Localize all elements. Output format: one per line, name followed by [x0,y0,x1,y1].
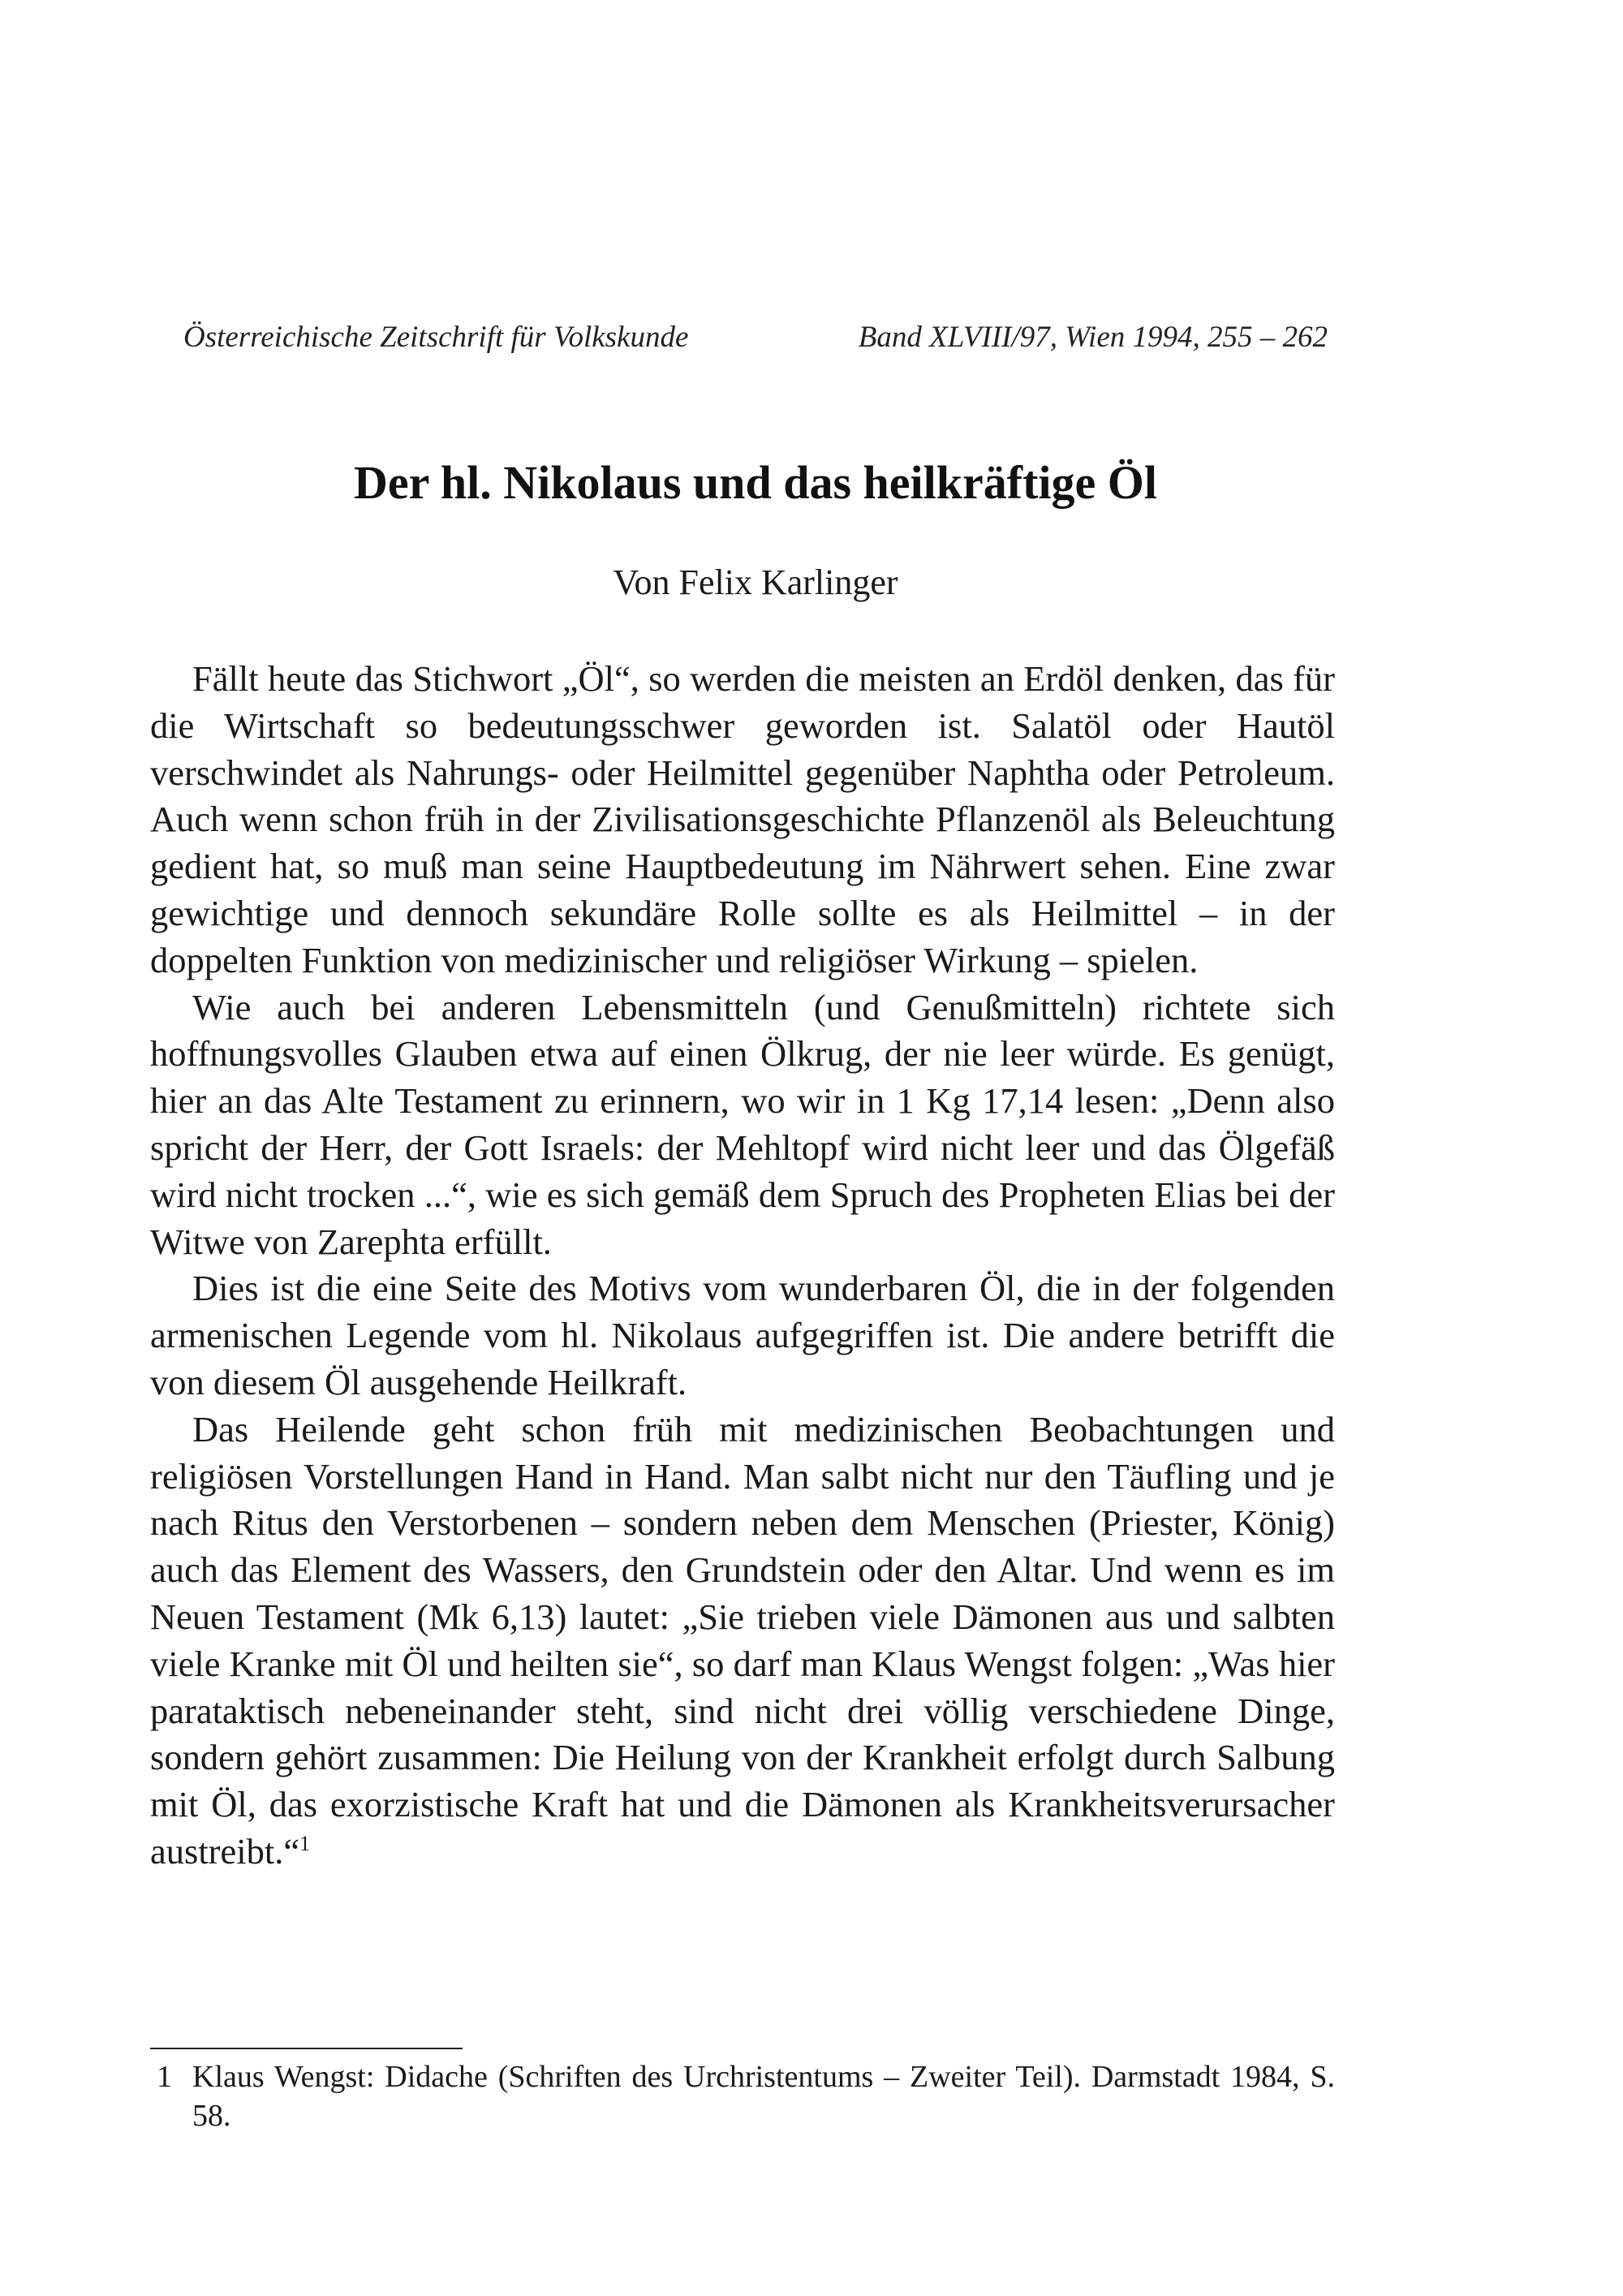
paragraph-text: Das Heilende geht schon früh mit medizinischen Beobachtungen und religiösen Vorstellungen Hand in Hand. Man salbt nicht nur den Täufling und je nach Ritus den Verstorbenen – sondern neben dem Menschen (Priester, König) auch das Element des Wassers, den Grundstein oder den Altar. Und wenn es im Neuen Testament (Mk 6,13) lautet: „Sie trieben viele Dämonen aus und salbten viele Kranke mit Öl und heilten sie“, so darf man Klaus Wengst folgen: „Was hier parataktisch nebeneinander steht, sind nicht drei völlig verschiedene Dinge, sondern gehört zusammen: Die Heilung von der Krankheit erfolgt durch Salbung mit Öl, das exorzistische Kraft hat und die Dämonen als Krankheitsverursacher austreibt.“ [150,1408,1335,1872]
paragraph: Wie auch bei anderen Lebensmitteln (und Genußmitteln) richtete sich hoffnungsvolles Glauben etwa auf einen Ölkrug, der nie leer würde. Es genügt, hier an das Alte Testament zu erinnern, wo wir in 1 Kg 17,14 lesen: „Denn also spricht der Herr, der Gott Israels: der Mehltopf wird nicht leer und das Ölgefäß wird nicht trocken ...“, wie es sich gemäß dem Spruch des Propheten Elias bei der Witwe von Zarephta erfüllt. [150,986,1335,1262]
volume-info: Band XLVIII/97, Wien 1994, 255 – 262 [858,321,1328,354]
footnote-number: 1 [157,2060,172,2094]
footnote-reference[interactable]: 1 [299,1832,311,1856]
paragraph [150,1406,1335,1876]
article-body [150,656,1335,1876]
footnote [150,2057,1335,2135]
paragraph: Dies ist die eine Seite des Motivs vom wunderbaren Öl, die in der folgenden armenischen Legende vom hl. Nikolaus aufgegriffen ist. Die andere betrifft die von diesem Öl ausgehende Heilkraft. [150,1268,1335,1402]
footnote-separator [150,2048,463,2049]
footnote-text: Klaus Wengst: Didache (Schriften des Urchristentums – Zweiter Teil). Darmstadt 1984, S. 58. [192,2060,1335,2133]
footnotes [150,2057,1335,2135]
journal-name: Österreichische Zeitschrift für Volkskunde [183,321,689,354]
running-header [183,318,1328,357]
author-line: Von Felix Karlinger [613,562,898,602]
paragraph: Fällt heute das Stichwort „Öl“, so werden die meisten an Erdöl denken, das für die Wirtschaft so bedeutungsschwer geworden ist. Salatöl oder Hautöl verschwindet als Nahrungs- oder Heilmittel gegenüber Naphtha oder Petroleum. Auch wenn schon früh in der Zivilisationsgeschichte Pflanzenöl als Beleuchtung gedient hat, so muß man seine Hauptbedeutung im Nährwert sehen. Eine zwar gewichtige und dennoch sekundäre Rolle sollte es als Heilmittel – in der doppelten Funktion von medizinischer und religiöser Wirkung – spielen. [150,658,1335,980]
article-title: Der hl. Nikolaus und das heilkräftige Öl [354,456,1157,509]
